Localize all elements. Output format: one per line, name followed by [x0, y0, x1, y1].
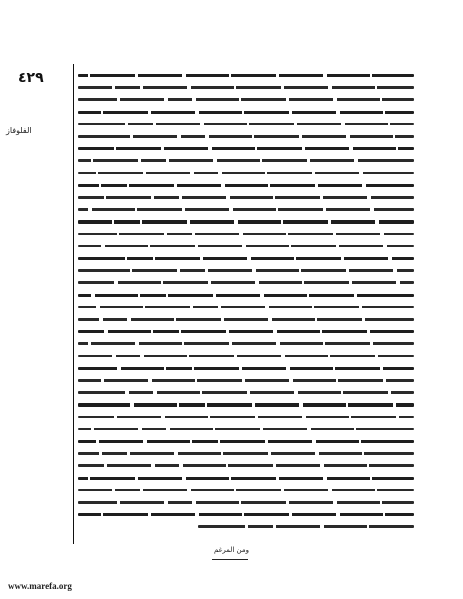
manuscript-line — [78, 513, 414, 516]
manuscript-line — [78, 464, 414, 467]
manuscript-line — [78, 306, 414, 309]
manuscript-line — [78, 135, 414, 138]
manuscript-line — [78, 501, 414, 504]
manuscript-line — [78, 281, 414, 284]
footer-url: www.marefa.org — [8, 581, 72, 591]
manuscript-line — [78, 208, 414, 211]
manuscript-line — [78, 355, 414, 358]
manuscript-line — [78, 416, 414, 419]
manuscript-line — [78, 184, 414, 187]
page-number: ٤٢٩ — [18, 70, 44, 86]
manuscript-line — [78, 220, 414, 223]
manuscript-line — [78, 379, 414, 382]
manuscript-line — [78, 269, 414, 272]
manuscript-line — [78, 233, 414, 236]
manuscript-line — [78, 159, 414, 162]
manuscript-line — [78, 318, 414, 321]
manuscript-line — [78, 342, 414, 345]
manuscript-line — [78, 147, 414, 150]
margin-note: الفلوفاز — [6, 126, 32, 135]
manuscript-line — [78, 452, 414, 455]
manuscript-line — [78, 74, 414, 77]
manuscript-line — [78, 245, 414, 248]
manuscript-line — [78, 330, 414, 333]
manuscript-line — [78, 257, 414, 260]
catchword: ومن المرغم — [214, 546, 249, 554]
manuscript-line — [78, 294, 414, 297]
manuscript-line — [78, 440, 414, 443]
manuscript-line — [78, 86, 414, 89]
manuscript-line — [78, 111, 414, 114]
manuscript-line — [78, 196, 414, 199]
manuscript-line — [78, 391, 414, 394]
manuscript-text-block — [78, 70, 414, 538]
manuscript-line — [198, 525, 414, 528]
manuscript-line — [78, 367, 414, 370]
manuscript-line — [78, 489, 414, 492]
manuscript-line — [78, 428, 414, 431]
manuscript-line — [78, 172, 414, 175]
manuscript-line — [78, 403, 414, 406]
manuscript-line — [78, 477, 414, 480]
manuscript-line — [78, 98, 414, 101]
manuscript-line — [78, 123, 414, 126]
